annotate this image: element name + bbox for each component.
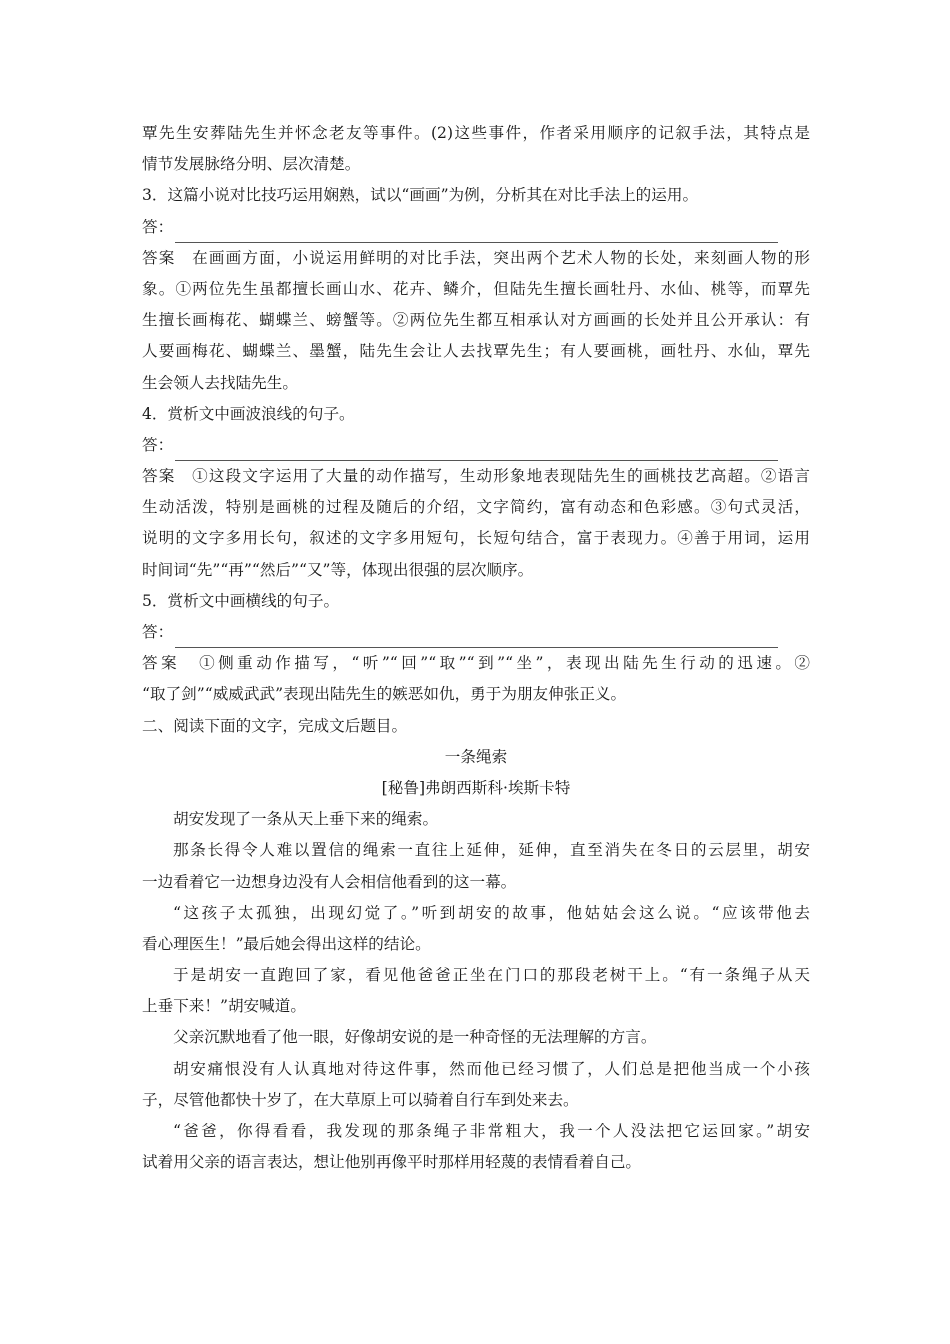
story-paragraph-cont: 一边看着它一边想身边没有人会相信他看到的这一幕。: [142, 872, 517, 891]
story-title: 一条绳索: [444, 747, 508, 766]
question-5: 5．赏析文中画横线的句子。: [142, 591, 340, 610]
answer-text: 人要画梅花、蝴蝶兰、墨蟹，陆先生会让人去找覃先生；有人要画桃，画牡丹、水仙，覃先: [142, 342, 810, 361]
document-page: [142, 118, 810, 1178]
answer-underline: [175, 625, 778, 648]
story-paragraph: 于是胡安一直跑回了家，看见他爸爸正坐在门口的那段老树干上。“有一条绳子从天: [173, 966, 810, 985]
answer-text: 说明的文字多用长句，叙述的文字多用短句，长短句结合，富于表现力。④善于用词，运用: [142, 529, 810, 548]
story-paragraph-cont: 试着用父亲的语言表达，想让他别再像平时那样用轻蔑的表情看着自己。: [142, 1153, 642, 1172]
story-paragraph: “爸爸，你得看看，我发现的那条绳子非常粗大，我一个人没法把它运回家。”胡安: [173, 1122, 810, 1140]
answer-text: 生会领人去找陆先生。: [142, 373, 298, 392]
story-paragraph: 胡安痛恨没有人认真地对待这件事，然而他已经习惯了，人们总是把他当成一个小孩: [173, 1059, 810, 1078]
answer-blank-5[interactable]: [142, 617, 810, 648]
text-line: 覃先生安葬陆先生并怀念老友等事件。(2)这些事件，作者采用顺序的记叙手法，其特点是: [142, 124, 810, 142]
answer-text: 象。①两位先生虽都擅长画山水、花卉、鳞介，但陆先生擅长画牡丹、水仙、桃等，而覃先: [142, 279, 810, 298]
story-paragraph: 那条长得令人难以置信的绳索一直往上延伸，延伸，直至消失在冬日的云层里，胡安: [173, 841, 810, 860]
story-paragraph: 胡安发现了一条从天上垂下来的绳索。: [173, 810, 439, 829]
story-author: [秘鲁]弗朗西斯科·埃斯卡特: [381, 778, 571, 797]
section-heading: 二、阅读下面的文字，完成文后题目。: [142, 716, 408, 735]
story-paragraph: “这孩子太孤独，出现幻觉了。”听到胡安的故事，他姑姑会这么说。“应该带他去: [173, 903, 810, 922]
answer-label: 答：: [142, 217, 174, 236]
story-paragraph: 父亲沉默地看了他一眼，好像胡安说的是一种奇怪的无法理解的方言。: [173, 1028, 657, 1047]
story-paragraph-cont: 上垂下来！”胡安喊道。: [142, 997, 306, 1016]
answer-text: 生动活泼，特别是画桃的过程及随后的介绍，文字简约，富有动态和色彩感。③句式灵活，: [142, 498, 810, 517]
story-paragraph-cont: 看心理医生！”最后她会得出这样的结论。: [142, 934, 431, 953]
answer-label: 答：: [142, 622, 174, 641]
text-line: 情节发展脉络分明、层次清楚。: [142, 155, 361, 174]
answer-text: 答案 在画画方面，小说运用鲜明的对比手法，突出两个艺术人物的长处，来刻画人物的形: [142, 248, 810, 267]
answer-blank-3[interactable]: [142, 212, 810, 243]
answer-blank-4[interactable]: [142, 430, 810, 461]
answer-underline: [175, 438, 778, 461]
answer-text: “取了剑”“威威武武”表现出陆先生的嫉恶如仇，勇于为朋友伸张正义。: [142, 685, 627, 704]
answer-text: 生擅长画梅花、蝴蝶兰、螃蟹等。②两位先生都互相承认对方画画的长处并且公开承认：有: [142, 311, 810, 330]
answer-label: 答：: [142, 435, 174, 454]
answer-text: 答案 ①侧重动作描写，“听”“回”“取”“到”“坐”，表现出陆先生行动的迅速。②: [142, 654, 810, 673]
answer-underline: [175, 220, 778, 243]
question-3: 3．这篇小说对比技巧运用娴熟，试以“画画”为例，分析其在对比手法上的运用。: [142, 186, 699, 205]
question-4: 4．赏析文中画波浪线的句子。: [142, 404, 355, 423]
answer-text: 答案 ①这段文字运用了大量的动作描写，生动形象地表现陆先生的画桃技艺高超。②语言: [142, 467, 810, 486]
story-paragraph-cont: 子，尽管他都快十岁了，在大草原上可以骑着自行车到处来去。: [142, 1090, 579, 1109]
answer-text: 时间词“先”“再”“然后”“又”等，体现出很强的层次顺序。: [142, 560, 534, 579]
